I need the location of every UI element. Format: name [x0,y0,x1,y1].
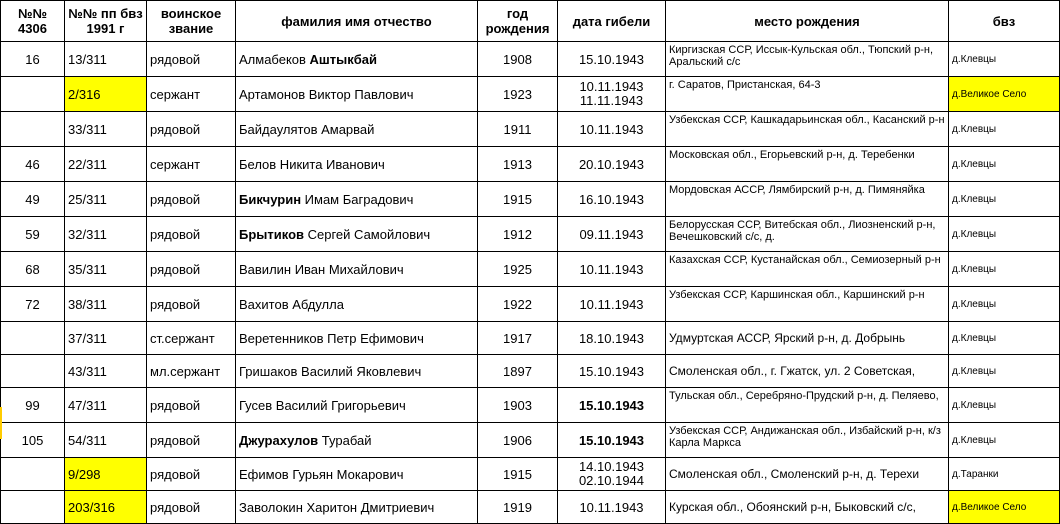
cell-birthplace[interactable]: Курская обл., Обоянский р-н, Быковский с/с, [666,491,949,524]
table-row [1,42,1060,77]
cell-fio[interactable] [236,77,478,112]
cell-fio[interactable] [236,217,478,252]
cell-year[interactable]: 1917 [478,322,558,355]
cell-death[interactable] [558,77,666,112]
cell-rank[interactable]: сержант [147,77,236,112]
fio-part: Гусев Василий Григорьевич [239,397,406,413]
cell-year[interactable]: 1911 [478,112,558,147]
cell-num4306[interactable]: 49 [1,182,65,217]
death-date-alt: 02.10.1944 [578,473,645,488]
cell-fio[interactable] [236,423,478,458]
cell-death[interactable]: 10.11.1943 [558,112,666,147]
cell-fio[interactable] [236,112,478,147]
cell-rank[interactable]: рядовой [147,217,236,252]
cell-death[interactable]: 15.10.1943 [558,355,666,388]
cell-fio[interactable] [236,322,478,355]
cell-numbvz[interactable]: 37/311 [65,322,147,355]
cell-bvz[interactable]: д.Таранки [949,458,1060,491]
cell-death[interactable] [558,458,666,491]
fio-part: Турабай [318,432,372,448]
cell-num4306[interactable]: 46 [1,147,65,182]
fio-part: Вахитов Абдулла [239,296,344,312]
death-date: 14.10.1943 [578,459,645,474]
table-row [1,491,1060,524]
cell-numbvz[interactable]: 2/316 [65,77,147,112]
cell-numbvz[interactable]: 25/311 [65,182,147,217]
fio-part: Гришаков Василий Яковлевич [239,363,422,379]
header-num4306[interactable]: №№ 4306 [1,1,65,42]
table-row [1,252,1060,287]
table-row [1,147,1060,182]
cell-year[interactable]: 1912 [478,217,558,252]
cell-rank[interactable]: рядовой [147,423,236,458]
cell-death[interactable]: 18.10.1943 [558,322,666,355]
fio-part: Веретенников Петр Ефимович [239,330,424,346]
table-row [1,388,1060,423]
row-marker [0,407,2,439]
table-row [1,423,1060,458]
table-row [1,458,1060,491]
cell-death[interactable]: 15.10.1943 [558,388,666,423]
cell-rank[interactable]: рядовой [147,252,236,287]
cell-numbvz[interactable]: 43/311 [65,355,147,388]
cell-num4306[interactable]: 68 [1,252,65,287]
cell-birthplace[interactable]: Смоленская обл., г. Гжатск, ул. 2 Советская, [666,355,949,388]
fio-part: Бикчурин [239,191,302,207]
cell-fio[interactable] [236,42,478,77]
header-bvz[interactable]: бвз [949,1,1060,42]
table-row [1,217,1060,252]
cell-fio[interactable] [236,388,478,423]
cell-numbvz[interactable]: 32/311 [65,217,147,252]
cell-num4306[interactable]: 99 [1,388,65,423]
cell-death[interactable]: 15.10.1943 [558,423,666,458]
cell-num4306[interactable] [1,322,65,355]
fio-part: Белов Никита Иванович [239,156,385,172]
cell-birthplace[interactable]: Узбекская ССР, Кашкадарьинская обл., Касанский р-н [666,112,949,147]
cell-numbvz[interactable]: 33/311 [65,112,147,147]
table-row [1,322,1060,355]
cell-bvz[interactable]: д.Клевцы [949,147,1060,182]
cell-rank[interactable]: рядовой [147,491,236,524]
death-date-alt: 11.11.1943 [579,93,644,108]
cell-numbvz[interactable]: 9/298 [65,458,147,491]
cell-bvz[interactable]: д.Великое Село [949,77,1060,112]
cell-death[interactable]: 10.11.1943 [558,287,666,322]
cell-rank[interactable]: рядовой [147,182,236,217]
cell-birthplace[interactable]: Белорусская ССР, Витебская обл., Лиозненский р-н, Вечешковский с/с, д. [666,217,949,252]
table-row [1,112,1060,147]
cell-year[interactable]: 1925 [478,252,558,287]
cell-num4306[interactable] [1,112,65,147]
cell-bvz[interactable]: д.Клевцы [949,322,1060,355]
cell-birthplace[interactable]: Мордовская АССР, Лямбирский р-н, д. Пимяняйка [666,182,949,217]
cell-year[interactable]: 1915 [478,182,558,217]
cell-bvz[interactable]: д.Клевцы [949,182,1060,217]
cell-num4306[interactable] [1,77,65,112]
fio-part: Алмабеков [239,51,310,67]
cell-year[interactable]: 1897 [478,355,558,388]
cell-bvz[interactable]: д.Клевцы [949,423,1060,458]
cell-death[interactable]: 09.11.1943 [558,217,666,252]
table-row [1,77,1060,112]
cell-birthplace[interactable]: Московская обл., Егорьевский р-н, д. Теребенки [666,147,949,182]
cell-birthplace[interactable]: Киргизская ССР, Иссык-Кульская обл., Тюпский р-н, Аральский с/с [666,42,949,77]
table-row [1,182,1060,217]
header-birthplace[interactable]: место рождения [666,1,949,42]
cell-year[interactable]: 1908 [478,42,558,77]
cell-numbvz[interactable]: 203/316 [65,491,147,524]
cell-num4306[interactable]: 72 [1,287,65,322]
fio-part: Вавилин Иван Михайлович [239,261,404,277]
cell-num4306[interactable]: 59 [1,217,65,252]
table-row [1,355,1060,388]
cell-year[interactable]: 1922 [478,287,558,322]
cell-fio[interactable] [236,458,478,491]
cell-rank[interactable]: ст.сержант [147,322,236,355]
fio-part: Артамонов Виктор Павлович [239,86,414,102]
cell-year[interactable]: 1919 [478,491,558,524]
header-fio[interactable]: фамилия имя отчество [236,1,478,42]
cell-birthplace[interactable]: Узбекская ССР, Каршинская обл., Каршинский р-н [666,287,949,322]
cell-numbvz[interactable]: 47/311 [65,388,147,423]
cell-fio[interactable] [236,182,478,217]
cell-death[interactable]: 20.10.1943 [558,147,666,182]
death-date: 10.11.1943 [579,79,644,94]
cell-fio[interactable] [236,287,478,322]
cell-bvz[interactable]: д.Клевцы [949,252,1060,287]
cell-death[interactable]: 10.11.1943 [558,491,666,524]
cell-bvz[interactable]: д.Клевцы [949,112,1060,147]
cell-rank[interactable]: рядовой [147,112,236,147]
cell-death[interactable]: 16.10.1943 [558,182,666,217]
cell-year[interactable]: 1906 [478,423,558,458]
cell-num4306[interactable]: 16 [1,42,65,77]
cell-year[interactable]: 1923 [478,77,558,112]
fio-part: Сергей Самойлович [304,226,431,242]
cell-bvz[interactable]: д.Клевцы [949,388,1060,423]
cell-bvz[interactable]: д.Клевцы [949,355,1060,388]
cell-num4306[interactable] [1,491,65,524]
cell-year[interactable]: 1915 [478,458,558,491]
cell-death[interactable]: 10.11.1943 [558,252,666,287]
cell-year[interactable]: 1913 [478,147,558,182]
cell-birthplace[interactable]: Тульская обл., Серебряно-Прудский р-н, д. Пеляево, [666,388,949,423]
cell-birthplace[interactable]: г. Саратов, Пристанская, 64-3 [666,77,949,112]
fio-part: Заволокин Харитон Дмитриевич [239,499,435,515]
cell-bvz[interactable]: д.Клевцы [949,287,1060,322]
cell-numbvz[interactable]: 13/311 [65,42,147,77]
header-row [1,1,1060,42]
cell-rank[interactable]: рядовой [147,42,236,77]
cell-num4306[interactable] [1,355,65,388]
cell-birthplace[interactable]: Удмуртская АССР, Ярский р-н, д. Добрынь [666,322,949,355]
cell-year[interactable]: 1903 [478,388,558,423]
fio-part: Байдаулятов Амарвай [239,121,375,137]
cell-rank[interactable]: сержант [147,147,236,182]
fio-part: Джурахулов [239,432,319,448]
header-rank[interactable]: воинское звание [147,1,236,42]
cell-numbvz[interactable]: 35/311 [65,252,147,287]
fio-part: Брытиков [239,226,305,242]
fio-part: Аштыкбай [309,51,377,67]
cell-rank[interactable]: мл.сержант [147,355,236,388]
cell-birthplace[interactable]: Узбекская ССР, Андижанская обл., Избайский р-н, к/з Карла Маркса [666,423,949,458]
header-year[interactable]: год рождения [478,1,558,42]
cell-num4306[interactable] [1,458,65,491]
cell-birthplace[interactable]: Казахская ССР, Кустанайская обл., Семиозерный р-н [666,252,949,287]
cell-fio[interactable] [236,355,478,388]
cell-birthplace[interactable]: Смоленская обл., Смоленский р-н, д. Терехи [666,458,949,491]
cell-death[interactable]: 15.10.1943 [558,42,666,77]
header-numbvz[interactable]: №№ пп бвз 1991 г [65,1,147,42]
cell-rank[interactable]: рядовой [147,458,236,491]
cell-bvz[interactable]: д.Великое Село [949,491,1060,524]
cell-bvz[interactable]: д.Клевцы [949,42,1060,77]
fio-part: Имам Баградович [301,191,414,207]
cell-fio[interactable] [236,491,478,524]
cell-num4306[interactable]: 105 [1,423,65,458]
cell-bvz[interactable]: д.Клевцы [949,217,1060,252]
fio-part: Ефимов Гурьян Мокарович [239,466,404,482]
header-death[interactable]: дата гибели [558,1,666,42]
cell-numbvz[interactable]: 54/311 [65,423,147,458]
cell-rank[interactable]: рядовой [147,388,236,423]
cell-numbvz[interactable]: 22/311 [65,147,147,182]
cell-fio[interactable] [236,252,478,287]
table-row [1,287,1060,322]
cell-fio[interactable] [236,147,478,182]
cell-numbvz[interactable]: 38/311 [65,287,147,322]
cell-rank[interactable]: рядовой [147,287,236,322]
